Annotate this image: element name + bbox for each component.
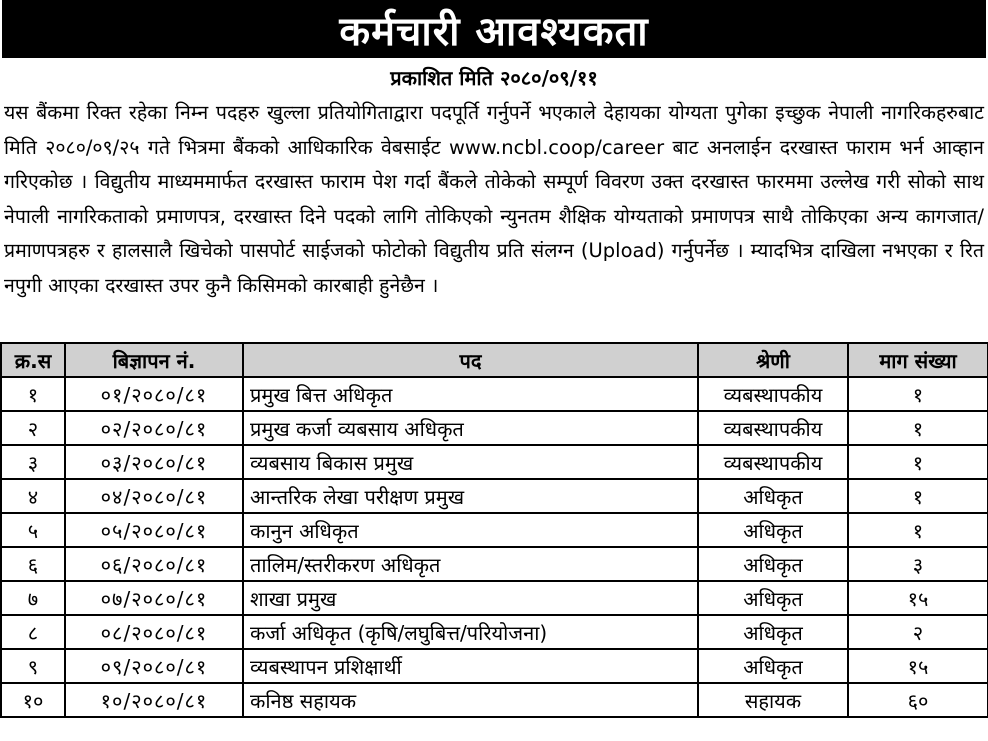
- cell-serial: ४: [1, 479, 65, 513]
- cell-post: प्रमुख बित्त अधिकृत: [243, 377, 698, 411]
- cell-serial: ५: [1, 513, 65, 547]
- header-post: पद: [243, 343, 698, 377]
- cell-serial: ८: [1, 615, 65, 649]
- header-level: श्रेणी: [698, 343, 848, 377]
- table-header-row: [1, 343, 988, 377]
- cell-serial: १०: [1, 683, 65, 717]
- cell-serial: १: [1, 377, 65, 411]
- notice-paragraph: यस बैंकमा रिक्त रहेका निम्न पदहरु खुल्ला प्रतियोगिताद्वारा पदपूर्ति गर्नुपर्ने भएकाले देहायका योग्यता पुगेका इच्छुक नेपाली नागरिकहरुबाट मिति २०८०/०९/२५ गते भित्रमा बैंकको आधिकारिक वेबसाईट www.ncbl.coop/career बाट अनलाईन दरखास्त फाराम भर्न आव्हान गरिएकोछ । विद्युतीय माध्यममार्फत दरखास्त फाराम पेश गर्दा बैंकले तोकेको सम्पूर्ण विवरण उक्त दरखास्त फारममा उल्लेख गरी सोको साथ नेपाली नागरिकताको प्रमाणपत्र, दरखास्त दिने पदको लागि तोकिएको न्युनतम शैक्षिक योग्यताको प्रमाणपत्र साथै तोकिएका अन्य कागजात/प्रमाणपत्रहरु र हालसालै खिचेको पासपोर्ट साईजको फोटोको विद्युतीय प्रति संलग्न (Upload) गर्नुपर्नेछ । म्यादभित्र दाखिला नभएका र रित नपुगी आएका दरखास्त उपर कुनै किसिमको कारबाही हुनेछैन ।: [4, 101, 984, 297]
- cell-post: आन्तरिक लेखा परीक्षण प्रमुख: [243, 479, 698, 513]
- table-row: [1, 411, 988, 445]
- cell-ad-number: ०८/२०८०/८१: [65, 615, 243, 649]
- cell-ad-number: ०१/२०८०/८१: [65, 377, 243, 411]
- cell-level: व्यबस्थापकीय: [698, 411, 848, 445]
- cell-count: ६०: [848, 683, 988, 717]
- page-title: कर्मचारी आवश्यकता: [339, 8, 649, 55]
- cell-ad-number: ०७/२०८०/८१: [65, 581, 243, 615]
- published-date: प्रकाशित मिति २०८०/०९/११: [390, 66, 598, 90]
- table-row: [1, 615, 988, 649]
- cell-level: अधिकृत: [698, 513, 848, 547]
- title-banner: [2, 0, 986, 58]
- cell-ad-number: ०५/२०८०/८१: [65, 513, 243, 547]
- cell-serial: ९: [1, 649, 65, 683]
- cell-count: १५: [848, 649, 988, 683]
- cell-serial: ३: [1, 445, 65, 479]
- cell-level: व्यबस्थापकीय: [698, 445, 848, 479]
- cell-ad-number: ०३/२०८०/८१: [65, 445, 243, 479]
- cell-level: अधिकृत: [698, 649, 848, 683]
- cell-level: अधिकृत: [698, 581, 848, 615]
- table-row: [1, 683, 988, 717]
- cell-post: तालिम/स्तरीकरण अधिकृत: [243, 547, 698, 581]
- vacancy-table: [0, 342, 988, 718]
- cell-post: व्यबस्थापन प्रशिक्षार्थी: [243, 649, 698, 683]
- cell-post: प्रमुख कर्जा व्यबसाय अधिकृत: [243, 411, 698, 445]
- cell-level: अधिकृत: [698, 479, 848, 513]
- cell-level: अधिकृत: [698, 615, 848, 649]
- cell-count: १: [848, 513, 988, 547]
- header-count: माग संख्या: [848, 343, 988, 377]
- cell-count: १: [848, 377, 988, 411]
- cell-ad-number: ०२/२०८०/८१: [65, 411, 243, 445]
- table-row: [1, 547, 988, 581]
- cell-serial: २: [1, 411, 65, 445]
- cell-count: १५: [848, 581, 988, 615]
- cell-serial: ६: [1, 547, 65, 581]
- header-ad-number: बिज्ञापन नं.: [65, 343, 243, 377]
- cell-level: अधिकृत: [698, 547, 848, 581]
- cell-ad-number: ०६/२०८०/८१: [65, 547, 243, 581]
- cell-level: व्यबस्थापकीय: [698, 377, 848, 411]
- table-row: [1, 581, 988, 615]
- cell-count: ३: [848, 547, 988, 581]
- cell-level: सहायक: [698, 683, 848, 717]
- cell-count: १: [848, 411, 988, 445]
- cell-count: १: [848, 479, 988, 513]
- cell-serial: ७: [1, 581, 65, 615]
- cell-ad-number: ०९/२०८०/८१: [65, 649, 243, 683]
- cell-post: कर्जा अधिकृत (कृषि/लघुबित्त/परियोजना): [243, 615, 698, 649]
- table-row: [1, 377, 988, 411]
- table-row: [1, 513, 988, 547]
- cell-post: शाखा प्रमुख: [243, 581, 698, 615]
- cell-count: २: [848, 615, 988, 649]
- table-row: [1, 445, 988, 479]
- cell-post: कानुन अधिकृत: [243, 513, 698, 547]
- cell-count: १: [848, 445, 988, 479]
- table-row: [1, 479, 988, 513]
- table-row: [1, 649, 988, 683]
- cell-post: कनिष्ठ सहायक: [243, 683, 698, 717]
- cell-ad-number: १०/२०८०/८१: [65, 683, 243, 717]
- cell-post: व्यबसाय बिकास प्रमुख: [243, 445, 698, 479]
- cell-ad-number: ०४/२०८०/८१: [65, 479, 243, 513]
- header-serial: क्र.स: [1, 343, 65, 377]
